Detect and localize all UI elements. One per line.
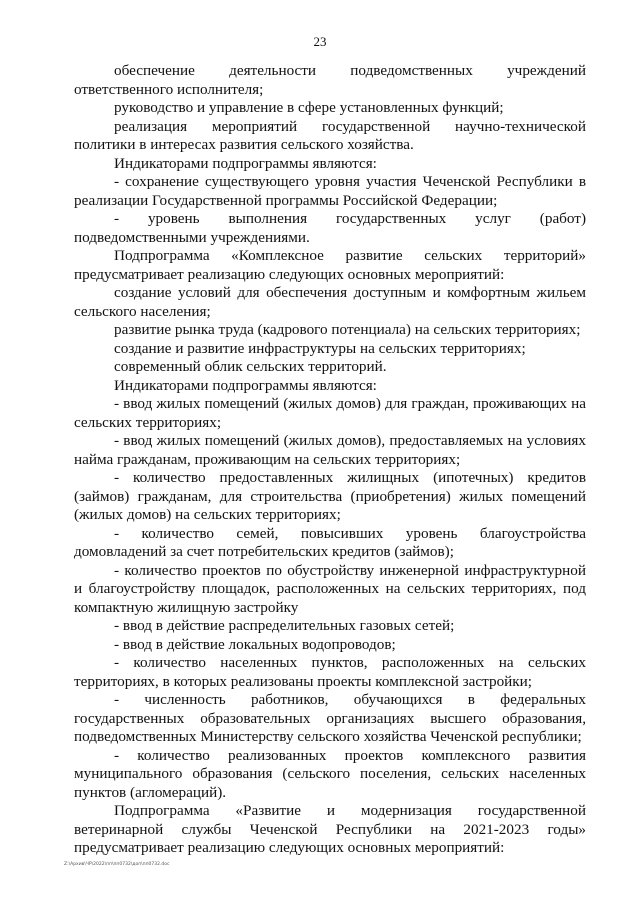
file-path-footer: Z:\Архив\ЧР\2022\пп\пп0732\доп\пп0732.doc <box>64 862 170 867</box>
paragraph: создание и развитие инфраструктуры на сельских территориях; <box>114 339 526 357</box>
paragraph: Подпрограмма «Развитие и модернизация государственной ветеринарной службы Чеченской Республики на 2021-2023 годы» предусматривает реализацию следующих основных мероприятий: <box>74 802 586 856</box>
paragraph: создание условий для обеспечения доступным и комфортным жильем сельского населения; <box>74 284 586 320</box>
paragraph: - количество предоставленных жилищных (ипотечных) кредитов (займов) гражданам, для строительства (приобретения) жилых помещений (жилых домов) на сельских территориях; <box>74 469 586 523</box>
paragraph: развитие рынка труда (кадрового потенциала) на сельских территориях; <box>114 321 581 338</box>
paragraph: - количество реализованных проектов комплексного развития муниципального образования (сельского поселения, сельских населенных пунктов (агломераций). <box>74 746 586 801</box>
paragraph: современный облик сельских территорий. <box>114 358 387 375</box>
paragraph: - ввод жилых помещений (жилых домов) для граждан, проживающих на сельских территориях; <box>74 395 586 431</box>
paragraph: - количество семей, повысивших уровень благоустройства домовладений за счет потребительских кредитов (займов); <box>74 524 586 560</box>
paragraph: обеспечение деятельности подведомственных учреждений ответственного исполнителя; <box>74 62 586 98</box>
paragraph: Индикаторами подпрограммы являются: <box>114 376 377 394</box>
paragraph: Подпрограмма «Комплексное развитие сельских территорий» предусматривает реализацию следующих основных мероприятий: <box>74 247 586 283</box>
paragraph: реализация мероприятий государственной научно-технической политики в интересах развития сельского хозяйства. <box>74 117 586 153</box>
paragraph: - уровень выполнения государственных услуг (работ) подведомственными учреждениями. <box>74 210 586 246</box>
paragraph: - ввод в действие локальных водопроводов; <box>114 635 396 653</box>
paragraph: Индикаторами подпрограммы являются: <box>114 154 377 172</box>
paragraph: руководство и управление в сфере установленных функций; <box>114 99 504 116</box>
paragraph: - ввод жилых помещений (жилых домов), предоставляемых на условиях найма гражданам, проживающим на сельских территориях; <box>74 432 586 468</box>
page-number: 23 <box>313 34 327 49</box>
document-body <box>74 62 586 858</box>
paragraph: - ввод в действие распределительных газовых сетей; <box>114 617 455 634</box>
paragraph: - численность работников, обучающихся в федеральных государственных образовательных организациях высшего образования, подведомственных Министерству сельского хозяйства Чеченской республики; <box>74 691 586 745</box>
paragraph: - сохранение существующего уровня участия Чеченской Республики в реализации Государственной программы Российской Федерации; <box>74 173 586 209</box>
paragraph: - количество проектов по обустройству инженерной инфраструктурной и благоустройству площадок, расположенных на сельских территориях, под компактную жилищную застройку <box>74 561 586 616</box>
paragraph: - количество населенных пунктов, расположенных на сельских территориях, в которых реализованы проекты комплексной застройки; <box>74 654 586 690</box>
